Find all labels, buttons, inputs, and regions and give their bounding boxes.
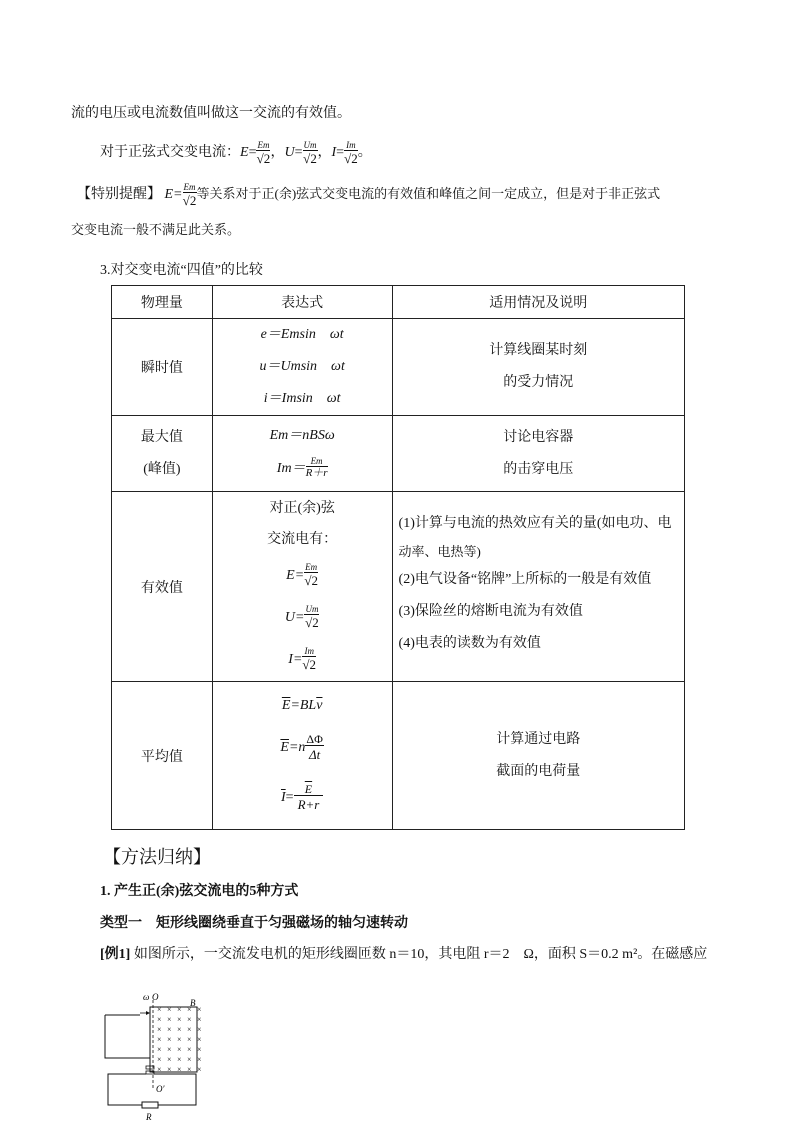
field-cross: × (197, 1065, 202, 1074)
b-label: B (190, 998, 196, 1008)
field-cross: × (167, 1055, 172, 1064)
special-reminder-cont: 交变电流一般不满足此关系。 (71, 222, 241, 237)
example-tag: [例1] (100, 947, 131, 962)
table-row: 有效值 对正(余)弦 交流电有： E= $\frac{Em}{√2}$ U= $\frac{Um}{√2}$ I= $\frac{Im}{√2}$ (1)计算与电流的热效应有关的量(如电功、电 动率、电热等) (2)电气设备“铭牌”上所标的一般是有效值 (3)保险丝的熔断电流为有效值 (4)电表的读数为有效值 (112, 492, 685, 682)
field-cross: × (167, 1015, 172, 1024)
field-cross: × (197, 1055, 202, 1064)
r-label: R (146, 1112, 152, 1122)
field-cross: × (177, 1055, 182, 1064)
reminder-tag: 【特别提醒】 (77, 185, 161, 201)
row-name: 瞬时值 (112, 319, 213, 416)
field-cross: × (197, 1035, 202, 1044)
field-cross: × (167, 1035, 172, 1044)
oprime-label: O′ (156, 1084, 165, 1094)
field-cross: × (187, 1025, 192, 1034)
four-values-table (111, 285, 685, 830)
o-label: O (152, 992, 159, 1002)
field-cross: × (157, 1025, 162, 1034)
header-quantity: 物理量 (112, 286, 213, 319)
fraction-u: $\frac{Um}{√2}$ (303, 139, 317, 166)
header-usage: 适用情况及说明 (392, 286, 684, 319)
field-cross: × (177, 1005, 182, 1014)
table-row: 最大值 (峰值) Em＝nBSω Im＝ $\frac{Em}{R+r}$ 讨论电容器 的击穿电压 (112, 416, 685, 492)
field-cross: × (197, 1025, 202, 1034)
field-cross: × (187, 1015, 192, 1024)
example-1 (100, 943, 707, 963)
field-cross: × (157, 1005, 162, 1014)
section3-title: 3.对交变电流“四值”的比较 (100, 263, 263, 278)
field-cross: × (157, 1035, 162, 1044)
field-cross: × (167, 1025, 172, 1034)
field-cross: × (177, 1015, 182, 1024)
field-cross: × (187, 1005, 192, 1014)
item-1: 1. 产生正(余)弦交流电的5种方式 (100, 884, 299, 899)
field-cross: × (177, 1045, 182, 1054)
field-cross: × (167, 1045, 172, 1054)
method-heading: 【方法归纳】 (103, 847, 211, 867)
sine-label: 对于正弦式交变电流： (100, 145, 240, 160)
omega-label: ω (143, 992, 150, 1002)
fraction-e: $\frac{Em}{√2}$ (256, 139, 271, 166)
header-expression: 表达式 (212, 286, 392, 319)
field-cross: × (157, 1055, 162, 1064)
field-cross: × (157, 1015, 162, 1024)
field-cross: × (177, 1035, 182, 1044)
fraction-i: $\frac{Im}{√2}$ (344, 139, 358, 166)
intro-line: 流的电压或电流数值叫做这一交流的有效值。 (71, 106, 351, 121)
field-cross: × (187, 1035, 192, 1044)
type-1: 类型一 矩形线圈绕垂直于匀强磁场的轴匀速转动 (100, 916, 408, 931)
field-cross: × (187, 1055, 192, 1064)
reminder-fraction: $\frac{Em}{√2}$ (182, 181, 197, 208)
field-cross: × (187, 1045, 192, 1054)
field-cross: × (197, 1045, 202, 1054)
example-text: 如图所示，一交流发电机的矩形线圈匝数 n＝10，其电阻 r＝2 Ω，面积 S＝0.2 m²。在磁感应 (133, 947, 708, 962)
special-reminder: 【特别提醒】 E= $\frac{Em}{√2}$ 等关系对于正(余)弦式交变电流的有效值和峰值之间一定成立，但是对于非正弦式 (77, 181, 661, 208)
field-cross: × (187, 1065, 192, 1074)
table-row: 瞬时值 e＝Emsin ωt u＝Umsin ωt i＝Imsin ωt 计算线圈某时刻 的受力情况 (112, 319, 685, 416)
generator-figure (100, 992, 210, 1122)
field-cross: × (157, 1045, 162, 1054)
field-cross: × (167, 1065, 172, 1074)
sine-formula-line: 对于正弦式交变电流：E= $\frac{Em}{√2}$ ，U= $\frac{Um}{√2}$ ，I= $\frac{Im}{√2}$ 。 (100, 139, 372, 166)
field-cross: × (157, 1065, 162, 1074)
magnetic-field-crosses (157, 1005, 202, 1074)
field-cross: × (177, 1065, 182, 1074)
field-cross: × (177, 1025, 182, 1034)
field-cross: × (167, 1005, 172, 1014)
field-cross: × (197, 1015, 202, 1024)
table-row: 平均值 $\overline{E}=BL\overline{v}$ $\overline{E}=n$ $\frac{\Delta\Phi}{\Delta t}$ $\overline{I}=$ $\frac{\overline{E}}{R+r}$ 计算通过电路 截面的电荷量 (112, 682, 685, 830)
field-cross: × (197, 1005, 202, 1014)
